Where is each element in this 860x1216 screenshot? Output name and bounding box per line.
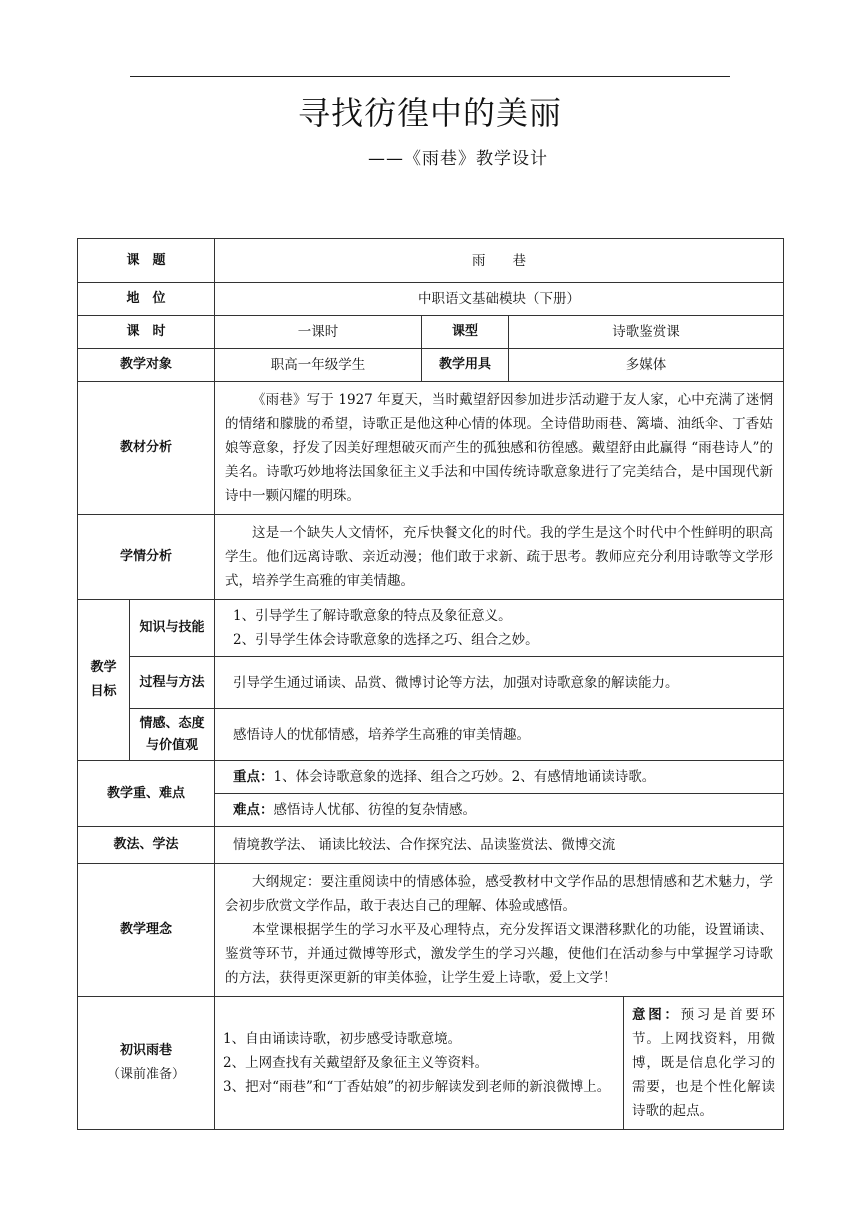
table-row [78, 515, 784, 600]
list-item: 1、自由诵读诗歌，初步感受诗歌意境。 [223, 1031, 462, 1047]
difficulty-text [215, 794, 784, 827]
list-item: 2、引导学生体会诗歌意象的选择之巧、组合之妙。 [233, 632, 539, 648]
intent-text: 预习是首要环节。上网找资料，用微博，既是信息化学习的需要，也是个性化解读诗歌的起点。 [632, 1007, 776, 1119]
methods-label: 教法、学法 [78, 827, 215, 864]
list-item: 3、把对“雨巷”和“丁香姑娘”的初步解读发到老师的新浪微博上。 [223, 1079, 611, 1095]
topic-label: 课 题 [78, 239, 215, 283]
philosophy-label: 教学理念 [78, 864, 215, 997]
intent-label: 意图： [632, 1007, 681, 1023]
type-label: 课型 [422, 316, 509, 349]
emotion-text: 感悟诗人的忧郁情感，培养学生高雅的审美情趣。 [215, 709, 784, 761]
hours-value: 一课时 [215, 316, 422, 349]
table-row [78, 283, 784, 316]
table-row [78, 657, 784, 709]
list-item: 1、引导学生了解诗歌意象的特点及象征意义。 [233, 608, 512, 624]
difficulty-value: 感悟诗人忧郁、彷徨的复杂情感。 [273, 802, 477, 818]
goals-label-line2: 目标 [90, 684, 117, 699]
goals-label-line1: 教学 [90, 660, 117, 675]
list-item: 2、上网查找有关戴望舒及象征主义等资料。 [223, 1055, 489, 1071]
process-text: 引导学生通过诵读、品赏、微博讨论等方法，加强对诗歌意象的解读能力。 [215, 657, 784, 709]
knowledge-label: 知识与技能 [130, 600, 215, 657]
table-row [78, 316, 784, 349]
process-label: 过程与方法 [130, 657, 215, 709]
topic-value: 雨 巷 [215, 239, 784, 283]
methods-text: 情境教学法、 诵读比较法、合作探究法、品读鉴赏法、微博交流 [215, 827, 784, 864]
emotion-label-line1: 情感、态度 [139, 715, 205, 731]
prep-label-sub: （课前准备） [107, 1067, 186, 1082]
header-rule [130, 76, 730, 77]
tools-label: 教学用具 [422, 349, 509, 382]
difficulty-label: 难点： [233, 802, 274, 818]
knowledge-text [215, 600, 784, 657]
key-point-label: 重点： [233, 769, 274, 785]
material-text: 《雨巷》写于 1927 年夏天，当时戴望舒因参加进步活动避于友人家，心中充满了迷惘的情绪和朦胧的希望，诗歌正是他这种心情的体现。全诗借助雨巷、篱墙、油纸伞、丁香姑娘等意象，抒发了因美好理想破灭而产生的孤独感和彷徨感。戴望舒由此赢得 “雨巷诗人”的美名。诗歌巧妙地将法国象征主义手法和中国传统诗歌意象进行了完美结合，是中国现代新诗中一颗闪耀的明珠。 [215, 382, 784, 515]
key-point-value: 1、体会诗歌意象的选择、组合之巧妙。2、有感情地诵读诗歌。 [273, 769, 656, 785]
position-label: 地 位 [78, 283, 215, 316]
table-row [78, 239, 784, 283]
page-subtitle: ——《雨巷》教学设计 [368, 149, 548, 169]
students-label: 学情分析 [78, 515, 215, 600]
tools-value: 多媒体 [509, 349, 784, 382]
lesson-plan-table [77, 238, 784, 1130]
prep-label [78, 997, 215, 1130]
table-row [78, 827, 784, 864]
page-title: 寻找彷徨中的美丽 [297, 94, 562, 132]
type-value: 诗歌鉴赏课 [509, 316, 784, 349]
hours-label: 课 时 [78, 316, 215, 349]
audience-label: 教学对象 [78, 349, 215, 382]
material-label: 教材分析 [78, 382, 215, 515]
students-text: 这是一个缺失人文情怀，充斥快餐文化的时代。我的学生是这个时代中个性鲜明的职高学生。他们远离诗歌、亲近动漫；他们敢于求新、疏于思考。教师应充分利用诗歌等文学形式，培养学生高雅的审美情趣。 [215, 515, 784, 600]
key-point-text [215, 761, 784, 794]
philosophy-para-2: 本堂课根据学生的学习水平及心理特点，充分发挥语文课潜移默化的功能，设置诵读、鉴赏等环节，并通过微博等形式，激发学生的学习兴趣，使他们在活动参与中掌握学习诗歌的方法，获得更深更新的审美体验，让学生爱上诗歌，爱上文学！ [225, 922, 774, 986]
prep-items [215, 997, 624, 1130]
philosophy-text [215, 864, 784, 997]
table-row [78, 864, 784, 997]
table-row [78, 600, 784, 657]
audience-value: 职高一年级学生 [215, 349, 422, 382]
key-points-label: 教学重、难点 [78, 761, 215, 827]
emotion-label [130, 709, 215, 761]
table-row [78, 997, 784, 1130]
goals-label [78, 600, 130, 761]
position-value: 中职语文基础模块（下册） [215, 283, 784, 316]
prep-label-title: 初识雨巷 [120, 1043, 173, 1058]
table-row [78, 349, 784, 382]
emotion-label-line2: 与价值观 [146, 737, 199, 753]
philosophy-para-1: 大纲规定：要注重阅读中的情感体验，感受教材中文学作品的思想情感和艺术魅力，学会初步欣赏文学作品，敢于表达自己的理解、体验或感悟。 [225, 874, 774, 914]
table-row [78, 382, 784, 515]
table-row [78, 761, 784, 794]
table-row [78, 709, 784, 761]
prep-intent [624, 997, 784, 1130]
